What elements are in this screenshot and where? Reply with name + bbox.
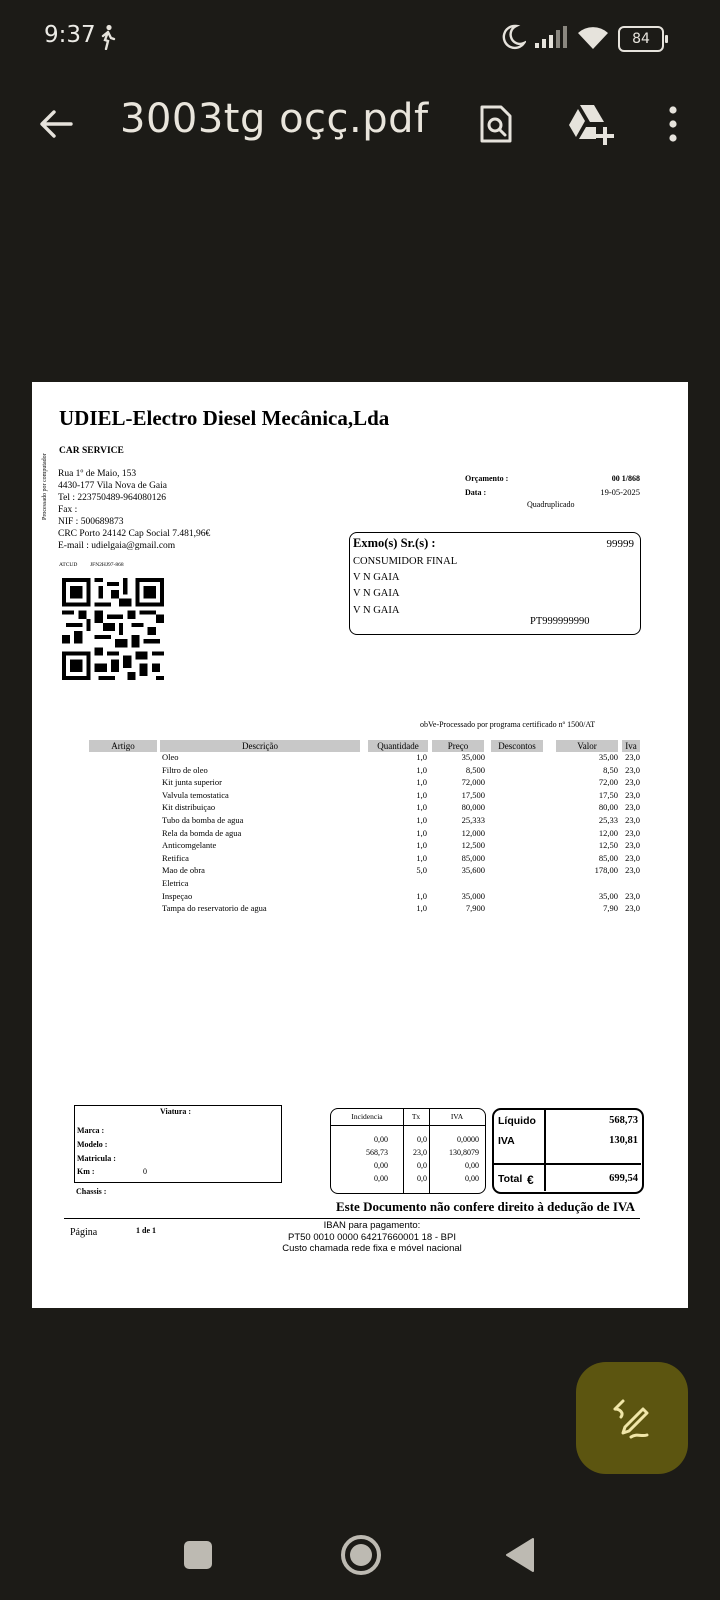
address-line: NIF : 500689873 [58, 517, 124, 527]
iban-label: IBAN para pagamento: [323, 1220, 421, 1231]
item-iva: 23,0 [625, 789, 640, 800]
item-qty: 1,0 [416, 903, 427, 914]
item-description: Rela da bomda de agua [162, 827, 242, 838]
tax-cell: 568,73 [366, 1148, 388, 1157]
item-iva: 23,0 [625, 777, 640, 788]
item-qty: 1,0 [416, 852, 427, 863]
atcud-label: ATCUD [59, 562, 78, 568]
file-search-icon [479, 104, 513, 144]
vehicle-marca: Marca : [77, 1126, 105, 1135]
triangle-back-icon [505, 1537, 535, 1573]
tax-table [330, 1108, 486, 1194]
item-qty: 1,0 [416, 764, 427, 775]
tax-cell: 0,0 [417, 1174, 427, 1183]
address-line: Tel : 223750489-964080126 [58, 493, 167, 503]
signal-icon [534, 25, 568, 53]
item-description: Tampa do reservatorio de agua [162, 903, 267, 914]
client-heading: Exmo(s) Sr.(s) : [353, 536, 436, 550]
item-description: Kit distribuiçao [162, 802, 216, 813]
tax-cell: 0,00 [374, 1161, 388, 1170]
nav-back-button[interactable] [490, 1530, 550, 1580]
item-price: 35,000 [461, 890, 485, 901]
tax-cell: 0,00 [465, 1161, 479, 1170]
item-value: 8,50 [603, 764, 618, 775]
recents-icon [183, 1540, 213, 1570]
item-value: 35,00 [598, 752, 618, 762]
col-valor: Valor [556, 740, 618, 752]
client-lines [353, 554, 457, 619]
item-value: 35,00 [598, 890, 618, 901]
item-description: Mao de obra [162, 865, 205, 876]
item-iva: 23,0 [625, 752, 640, 762]
totals-currency: € [527, 1173, 534, 1187]
page-value: 1 de 1 [136, 1226, 156, 1235]
totals-total: 699,54 [609, 1173, 638, 1184]
more-vertical-icon [668, 106, 678, 142]
totals-box [492, 1108, 644, 1194]
item-value: 12,00 [598, 827, 618, 838]
item-qty: 1,0 [416, 815, 427, 825]
item-price: 17,500 [461, 789, 485, 800]
item-iva: 23,0 [625, 865, 640, 876]
payment-info [202, 1220, 542, 1255]
vehicle-km-label: Km : [77, 1167, 95, 1176]
qr-code [62, 578, 164, 680]
side-text: Processado por computador [42, 453, 48, 520]
atcud-value: JFN2HJ97-868 [90, 562, 124, 568]
col-quantidade: Quantidade [368, 740, 428, 752]
item-price: 12,000 [461, 827, 485, 838]
nav-recents-button[interactable] [168, 1530, 228, 1580]
tax-cell: 0,0000 [457, 1135, 479, 1144]
arrow-left-icon [39, 109, 73, 139]
item-qty: 1,0 [416, 802, 427, 813]
item-iva: 23,0 [625, 903, 640, 914]
tax-cell: 130,8079 [449, 1148, 479, 1157]
back-button[interactable] [28, 96, 84, 152]
data-label: Data : [465, 488, 487, 497]
col-iva: Iva [622, 740, 640, 752]
item-description: Inspeçao [162, 890, 193, 901]
tax-header-incidencia: Incidencia [351, 1112, 383, 1121]
col-preco: Preço [432, 740, 484, 752]
address-line: Rua 1º de Maio, 153 [58, 469, 137, 479]
item-value: 178,00 [594, 865, 618, 876]
status-time: 9:37 [44, 22, 96, 48]
client-nif: PT999999990 [530, 616, 590, 627]
iban-value: PT50 0010 0000 64217660001 18 - BPI [288, 1231, 456, 1243]
client-line: V N GAIA [353, 588, 400, 600]
totals-iva-label: IVA [498, 1135, 515, 1147]
item-value: 72,00 [598, 777, 618, 788]
status-icons [500, 22, 664, 56]
item-description: Retifica [162, 852, 189, 863]
item-value: 25,33 [598, 815, 618, 825]
vehicle-heading: Viatura : [160, 1107, 192, 1116]
item-value: 17,50 [598, 789, 618, 800]
item-iva: 23,0 [625, 764, 640, 775]
nav-home-button[interactable] [330, 1527, 392, 1583]
tax-header-iva: IVA [450, 1112, 464, 1121]
totals-liquido-label: Líquido [498, 1115, 536, 1127]
orcamento-value: 00 1/868 [611, 474, 640, 483]
item-qty: 1,0 [416, 789, 427, 800]
footer-divider [64, 1218, 640, 1219]
wifi-icon [576, 24, 610, 54]
vehicle-matricula: Matricula : [77, 1154, 116, 1163]
item-qty: 1,0 [416, 840, 427, 851]
totals-liquido: 568,73 [609, 1115, 638, 1126]
copy-label: Quadruplicado [527, 500, 575, 509]
item-price: 25,333 [461, 815, 485, 825]
vehicle-km-value: 0 [143, 1167, 147, 1176]
item-iva: 23,0 [625, 815, 640, 825]
item-price: 8,500 [465, 764, 485, 775]
company-address [58, 468, 210, 552]
item-description: Eletrica [162, 878, 189, 888]
item-qty: 1,0 [416, 827, 427, 838]
tax-header-tx: Tx [411, 1112, 421, 1121]
col-descontos: Descontos [491, 740, 543, 752]
document-title: 3003tg oçç.pdf [120, 96, 429, 142]
address-line: Fax : [58, 505, 78, 515]
address-line: CRC Porto 24142 Cap Social 7.481,96€ [58, 529, 211, 539]
tax-cell: 0,00 [374, 1135, 388, 1144]
item-price: 80,000 [461, 802, 485, 813]
item-value: 85,00 [598, 852, 618, 863]
item-iva: 23,0 [625, 852, 640, 863]
tax-cell: 0,0 [417, 1135, 427, 1144]
item-description: Anticomgelante [162, 840, 217, 851]
item-iva: 23,0 [625, 840, 640, 851]
address-line: 4430-177 Vila Nova de Gaia [58, 481, 168, 491]
item-iva: 23,0 [625, 827, 640, 838]
item-qty: 1,0 [416, 752, 427, 762]
company-name: UDIEL-Electro Diesel Mecânica,Lda [59, 406, 390, 430]
item-price: 12,500 [461, 840, 485, 851]
col-descricao: Descrição [160, 740, 360, 752]
item-value: 12,50 [598, 840, 618, 851]
item-qty: 5,0 [416, 865, 427, 876]
vat-notice: Este Documento não confere direito à dedução de IVA [336, 1199, 635, 1214]
item-iva: 23,0 [625, 890, 640, 901]
certified-note: obVe-Processado por programa certificado nº 1500/AT [420, 720, 596, 729]
vehicle-box [74, 1105, 282, 1183]
col-artigo: Artigo [89, 740, 157, 752]
item-iva: 23,0 [625, 802, 640, 813]
address-line: E-mail : udielgaia@gmail.com [58, 541, 176, 551]
orcamento-label: Orçamento : [465, 474, 509, 483]
drive-add-icon [566, 103, 614, 145]
totals-iva: 130,81 [609, 1135, 638, 1146]
pdf-page [32, 382, 688, 1308]
add-to-drive-button[interactable] [562, 96, 618, 152]
data-value: 19-05-2025 [600, 487, 640, 497]
edit-fab[interactable] [576, 1362, 688, 1474]
tax-cell: 0,0 [417, 1161, 427, 1170]
pen-edit-icon [611, 1397, 653, 1439]
tax-cell: 0,00 [374, 1174, 388, 1183]
do-not-disturb-icon [500, 23, 526, 55]
more-options-button[interactable] [648, 96, 698, 152]
item-price: 35,600 [461, 865, 485, 876]
page-label: Página [70, 1227, 98, 1238]
item-price: 85,000 [461, 852, 485, 863]
vehicle-modelo: Modelo : [77, 1140, 108, 1149]
item-description: Tubo da bomba de agua [162, 815, 244, 825]
tax-cell: 23,0 [413, 1148, 427, 1157]
client-line: V N GAIA [353, 604, 400, 616]
walking-icon [100, 24, 116, 54]
client-box [349, 532, 641, 635]
item-price: 72,000 [461, 777, 485, 788]
battery-indicator: 84 [618, 26, 664, 52]
item-qty: 1,0 [416, 890, 427, 901]
item-price: 7,900 [465, 903, 485, 914]
client-line: CONSUMIDOR FINAL [353, 556, 458, 567]
item-description: Valvula temostatica [162, 789, 229, 800]
item-value: 80,00 [598, 802, 618, 813]
client-line: V N GAIA [353, 572, 400, 584]
item-price: 35,000 [461, 752, 485, 762]
search-document-button[interactable] [468, 96, 524, 152]
item-value: 7,90 [603, 903, 618, 914]
item-description: Oleo [162, 752, 179, 762]
home-icon [340, 1534, 382, 1576]
tax-cell: 0,00 [465, 1174, 479, 1183]
item-description: Filtro de oleo [162, 764, 208, 775]
tagline: CAR SERVICE [59, 446, 124, 456]
call-cost-note: Custo chamada rede fixa e móvel nacional [282, 1243, 462, 1254]
totals-total-label: Total [498, 1173, 523, 1185]
client-number: 99999 [606, 538, 634, 550]
item-qty: 1,0 [416, 777, 427, 788]
item-description: Kit junta superior [162, 777, 222, 788]
vehicle-chassis: Chassis : [76, 1187, 107, 1196]
